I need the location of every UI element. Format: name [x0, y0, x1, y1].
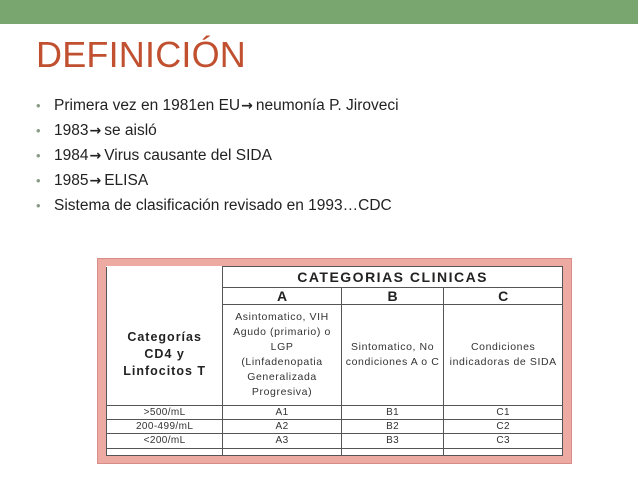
bullet-item [36, 196, 399, 221]
corner-cell [107, 267, 223, 288]
description-line: Agudo (primario) o [233, 326, 331, 338]
bullet-text-tail: ELISA [104, 172, 149, 189]
bullet-dot-icon: • [36, 98, 41, 113]
cell-b: B1 [341, 406, 444, 420]
row-header-line: Categorías [127, 330, 202, 345]
bullet-list [36, 96, 399, 221]
cell-a: A2 [223, 420, 342, 434]
right-arrow-icon: → [241, 98, 253, 114]
bullet-dot-icon: • [36, 198, 41, 213]
bullet-text: Sistema de clasificación revisado en 1993…CDC [54, 197, 392, 214]
empty-cell [107, 449, 223, 456]
description-line: condiciones A o C [345, 356, 440, 368]
cell-a: A1 [223, 406, 342, 420]
column-header-b: B [341, 288, 444, 305]
description-line: (Linfadenopatia [241, 356, 323, 368]
cell-b: B2 [341, 420, 444, 434]
slide-title: DEFINICIÓN [36, 34, 247, 75]
bullet-dot-icon: • [36, 173, 41, 188]
right-arrow-icon: → [89, 148, 102, 164]
top-accent-bar [0, 0, 638, 24]
right-arrow-icon: → [89, 173, 102, 189]
table-row [107, 434, 563, 449]
cell-c: C3 [444, 434, 563, 449]
table-heading: CATEGORIAS CLINICAS [223, 267, 563, 288]
category-b-description [341, 305, 444, 406]
bullet-text-tail: Virus causante del SIDA [104, 147, 272, 164]
bullet-text: Primera vez en 1981en EU [54, 97, 241, 114]
column-header-c: C [444, 288, 563, 305]
bullet-text-tail: neumonía P. Jiroveci [255, 97, 399, 114]
empty-cell [444, 449, 563, 456]
category-a-description [223, 305, 342, 406]
cd4-range-label: 200-499/mL [107, 420, 223, 434]
description-line: LGP [270, 341, 294, 353]
cell-a: A3 [223, 434, 342, 449]
right-arrow-icon: → [89, 123, 102, 139]
bullet-text: 1983 [54, 122, 89, 139]
bullet-text-tail: se aisló [104, 122, 157, 139]
bullet-item [36, 121, 399, 146]
table-row [107, 420, 563, 434]
empty-cell [341, 449, 444, 456]
table-row [107, 406, 563, 420]
empty-cell [223, 449, 342, 456]
category-c-description [444, 305, 563, 406]
row-header [107, 305, 223, 406]
row-header-line: Linfocitos T [123, 364, 207, 379]
corner-cell [107, 288, 223, 305]
cd4-range-label: >500/mL [107, 406, 223, 420]
bullet-text: 1985 [54, 172, 89, 189]
description-line: Progresiva) [251, 386, 313, 398]
bullet-text: 1984 [54, 147, 89, 164]
description-line: Asintomatico, VIH [235, 311, 329, 323]
cd4-range-label: <200/mL [107, 434, 223, 449]
cell-b: B3 [341, 434, 444, 449]
description-line: Generalizada [247, 371, 317, 383]
description-line: Sintomatico, No [351, 341, 435, 353]
bullet-item [36, 171, 399, 196]
table-spacer-row [107, 449, 563, 456]
column-header-a: A [223, 288, 342, 305]
bullet-item [36, 96, 399, 121]
bullet-dot-icon: • [36, 148, 41, 163]
cell-c: C2 [444, 420, 563, 434]
description-line: indicadoras de SIDA [449, 356, 557, 368]
bullet-item [36, 146, 399, 171]
row-header-line: CD4 y [144, 347, 185, 362]
cell-c: C1 [444, 406, 563, 420]
description-line: Condiciones [471, 341, 536, 353]
clinical-categories-image [97, 258, 572, 464]
bullet-dot-icon: • [36, 123, 41, 138]
clinical-categories-table [106, 266, 563, 456]
